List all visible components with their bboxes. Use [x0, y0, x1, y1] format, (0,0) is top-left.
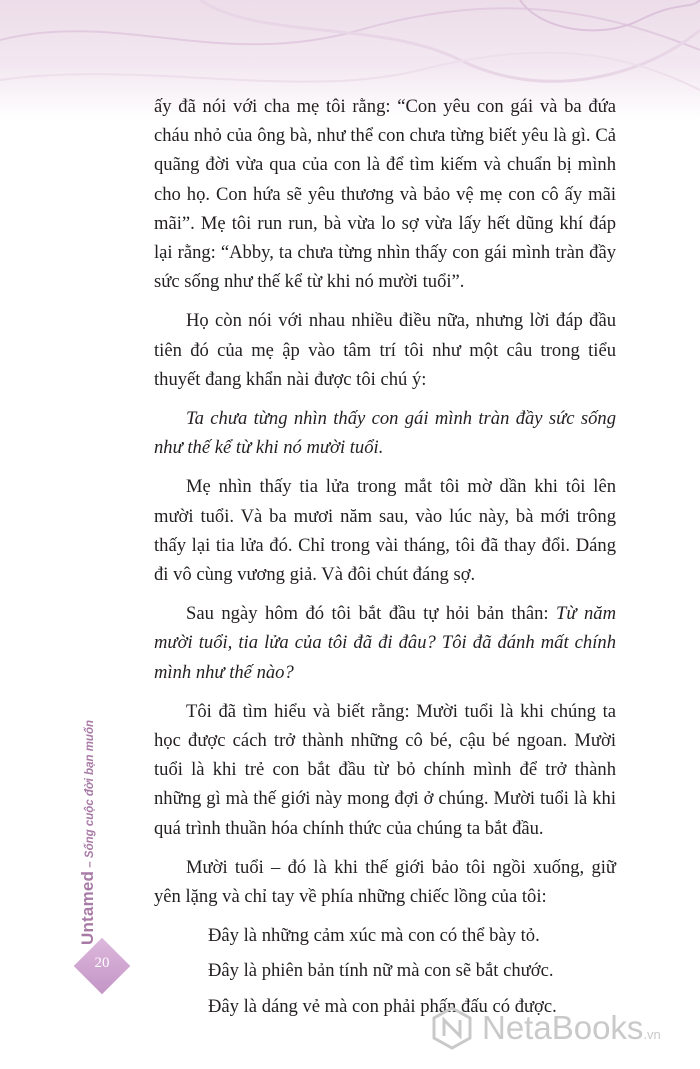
- running-title: [78, 720, 98, 945]
- paragraph-italic: Từ năm mười tuổi, tia lửa của tôi đã đi đâu? Tôi đã đánh mất chính mình như thế nào?: [154, 603, 616, 683]
- book-title: Untamed: [78, 870, 97, 945]
- watermark-brand: NetaBooks: [482, 1009, 644, 1046]
- list-item: Đây là dáng vẻ mà con phải phấn đấu có được.: [208, 995, 557, 1017]
- paragraph-plain: Sau ngày hôm đó tôi bắt đầu tự hỏi bản thân:: [186, 603, 557, 625]
- watermark-text: [482, 1009, 661, 1047]
- paragraph: ấy đã nói với cha mẹ tôi rằng: “Con yêu con gái và ba đứa cháu nhỏ của ông bà, như thể con chưa từng biết yêu là gì. Cả quãng đời vừa qua của con là để tìm kiếm và chuẩn bị mình cho họ. Con hứa sẽ yêu thương và bảo vệ mẹ con cô ấy mãi mãi”. Mẹ tôi run run, bà vừa lo sợ vừa lấy hết dũng khí đáp lại rằng: “Abby, ta chưa từng nhìn thấy con gái mình tràn đầy sức sống như thế kể từ khi nó mười tuổi”.: [154, 96, 616, 293]
- italic-quote: [154, 404, 616, 462]
- paragraph: Họ còn nói với nhau nhiều điều nữa, nhưng lời đáp đầu tiên đó của mẹ ập vào tâm trí tôi như một câu trong tiểu thuyết đang khẩn nài được tôi chú ý:: [154, 310, 616, 390]
- netabooks-watermark: [430, 1004, 661, 1052]
- paragraph: Mười tuổi – đó là khi thế giới bảo tôi ngồi xuống, giữ yên lặng và chỉ tay về phía những chiếc lồng của tôi:: [154, 856, 616, 908]
- page-body: [154, 92, 616, 1027]
- title-separator: –: [84, 858, 96, 871]
- book-subtitle: Sống cuộc đời bạn muốn: [84, 720, 96, 859]
- netabooks-logo-icon: [430, 1006, 474, 1050]
- paragraph: [154, 599, 616, 687]
- page-number: 20: [94, 955, 110, 971]
- quote-text: Ta chưa từng nhìn thấy con gái mình tràn đầy sức sống như thế kể từ khi nó mười tuổi.: [154, 408, 616, 459]
- paragraph: Mẹ nhìn thấy tia lửa trong mắt tôi mờ dần khi tôi lên mười tuổi. Và ba mươi năm sau, vào lúc này, bà mới trông thấy lại tia lửa đó. Chỉ trong vài tháng, tôi đã thay đổi. Dáng đi vô cùng vương giả. Và đôi chút đáng sợ.: [154, 476, 616, 586]
- paragraph: Tôi đã tìm hiểu và biết rằng: Mười tuổi là khi chúng ta học được cách trở thành những cô bé, cậu bé ngoan. Mười tuổi là khi trẻ con bắt đầu từ bỏ chính mình để trở thành những gì mà thế giới này mong đợi ở chúng. Mười tuổi là khi quá trình thuần hóa chính thức của chúng ta bắt đầu.: [154, 700, 616, 839]
- watermark-domain: .vn: [643, 1027, 661, 1042]
- list-item: Đây là phiên bản tính nữ mà con sẽ bắt chước.: [208, 960, 554, 982]
- list-item: Đây là những cảm xúc mà con có thể bày tỏ.: [208, 925, 540, 947]
